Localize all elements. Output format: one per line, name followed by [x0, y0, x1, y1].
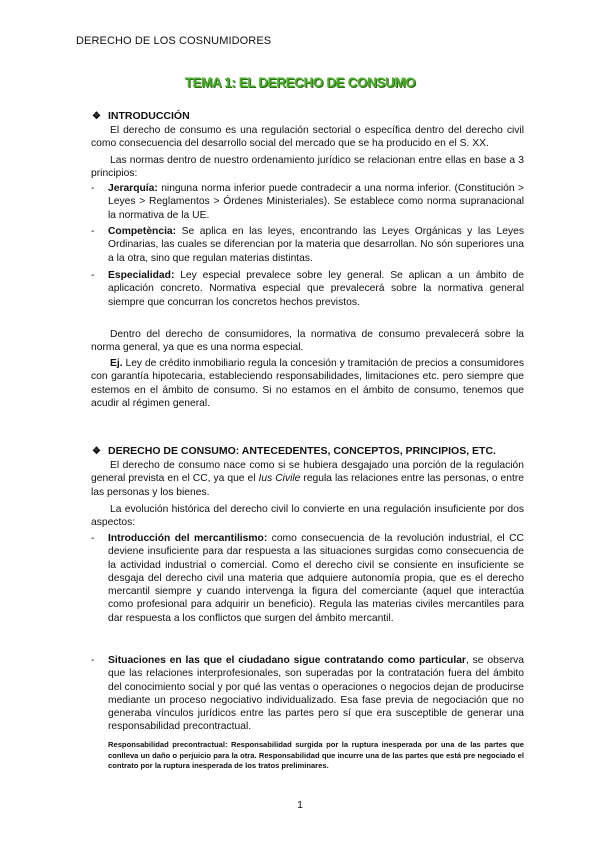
- paragraph-example: [91, 357, 524, 410]
- list-item-particular: [91, 654, 524, 734]
- document-title: TEMA 1: EL DERECHO DE CONSUMO: [184, 75, 416, 90]
- diamond-bullet-icon: ❖: [92, 111, 101, 122]
- list-dash: -: [91, 533, 95, 544]
- term-text: como consecuencia de la revolución industrial, el CC deviene insuficiente para dar respuesta a las situaciones surgidas como consecuencia de la actividad industrial o comercial. Como el derecho civil se consiente en insuficiente se desgaja del derecho civil una materia que adquiere autonomía propia, que es el derecho mercantil siempre y cuando intervenga la figura del comerciante (aquel que interactúa como profesional para adquirir un beneficio). Regula las materias civiles mercantiles para dar respuesta a los conflictos que surgen del ámbito mercantil.: [108, 533, 524, 624]
- ius-civile-term: Ius Civile: [258, 473, 301, 485]
- term-text: , se observa que las relaciones interprofesionales, son superadas por la contratación fuera del ámbito del conocimiento social y por qué las ventas o operaciones o negocios dejan de producirse mediante un proceso negociativo individualizado. Esa fase previa de negociación que no generaba vínculos jurídicos entre las partes pero sí que era susceptible de generar una responsabilidad precontractual.: [108, 655, 525, 733]
- term-label: Jerarquía:: [108, 183, 158, 194]
- term-text: Ley especial prevalece sobre ley general. Se aplican a un ámbito de aplicación concreto. Normativa especial que prevalecerá sobre la normativa general siempre que concurran los concretos hechos previstos.: [108, 270, 524, 308]
- list-dash: -: [91, 226, 95, 237]
- term-label: Competència:: [108, 226, 177, 237]
- footnote-precontractual: Responsabilidad precontractual: Responsabilidad surgida por la ruptura inesperada por una de las partes que conlleva un daño o perjuicio para la otra. Responsabilidad que incurre una de las partes que está pre negociado el contrato por la ruptura inesperada de los tratos preliminares.: [108, 740, 524, 771]
- term-label: Especialidad:: [108, 270, 175, 281]
- diamond-bullet-icon: ❖: [92, 446, 101, 457]
- section-title: DERECHO DE CONSUMO: ANTECEDENTES, CONCEPTOS, PRINCIPIOS, ETC.: [108, 445, 496, 457]
- term-text: ninguna norma inferior puede contradecir a una norma inferior. (Constitución > Leyes > Reglamentos > Órdenes Ministeriales). Se establece como norma supranacional la normativa de la UE.: [108, 183, 524, 221]
- section-title: INTRODUCCIÓN: [108, 110, 190, 122]
- list-item-jerarquia: [91, 182, 524, 222]
- list-item-competencia: [91, 225, 524, 265]
- section-heading-introduccion: [92, 110, 190, 122]
- paragraph-principles-intro: Las normas dentro de nuestro ordenamiento jurídico se relacionan entre ellas en base a 3 principios:: [91, 155, 524, 180]
- paragraph-origin: [91, 459, 524, 499]
- paragraph-consumer-norm: Dentro del derecho de consumidores, la normativa de consumo prevalecerá sobre la norma general, ya que es una norma especial.: [91, 329, 524, 354]
- paragraph-intro: El derecho de consumo es una regulación sectorial o específica dentro del derecho civil como consecuencia del desarrollo social del mercado que se ha producido en el S. XX.: [91, 125, 524, 150]
- example-text: Ley de crédito inmobiliario regula la concesión y tramitación de precios a consumidores con garantía hipotecaria, estableciendo responsabilidades, limitaciones etc. pero siempre que estemos en el ámbito de consumo. Si no estamos en el ámbito de consumo, tenemos que acudir al régimen general.: [91, 358, 524, 409]
- paragraph-evolution: La evolución histórica del derecho civil lo convierte en una regulación insuficiente por dos aspectos:: [91, 504, 524, 529]
- example-label: Ej.: [110, 358, 123, 369]
- section-heading-derecho-consumo: [92, 445, 496, 457]
- term-text: Se aplica en las leyes, encontrando las Leyes Orgánicas y las Leyes Ordinarias, las cuales se diferencian por la materia que desarrollan. No són superiores una a la otra, sino que regulan materias distintas.: [108, 226, 524, 264]
- origin-text-b: regula las relaciones entre las personas, o entre las personas y los bienes.: [91, 473, 525, 498]
- term-label: Introducción del mercantilismo:: [108, 533, 268, 544]
- list-item-mercantilismo: [91, 532, 524, 625]
- term-label: Situaciones en las que el ciudadano sigue contratando como particular: [108, 655, 466, 666]
- page-number: 1: [297, 799, 303, 811]
- origin-text-a: El derecho de consumo nace como si se hubiera desgajado una porción de la regulación general prevista en el CC, ya que el: [91, 460, 524, 485]
- running-header: DERECHO DE LOS COSNUMIDORES: [76, 35, 272, 47]
- list-dash: -: [91, 270, 95, 281]
- list-dash: -: [91, 183, 95, 194]
- list-dash: -: [91, 655, 95, 666]
- list-item-especialidad: [91, 269, 524, 309]
